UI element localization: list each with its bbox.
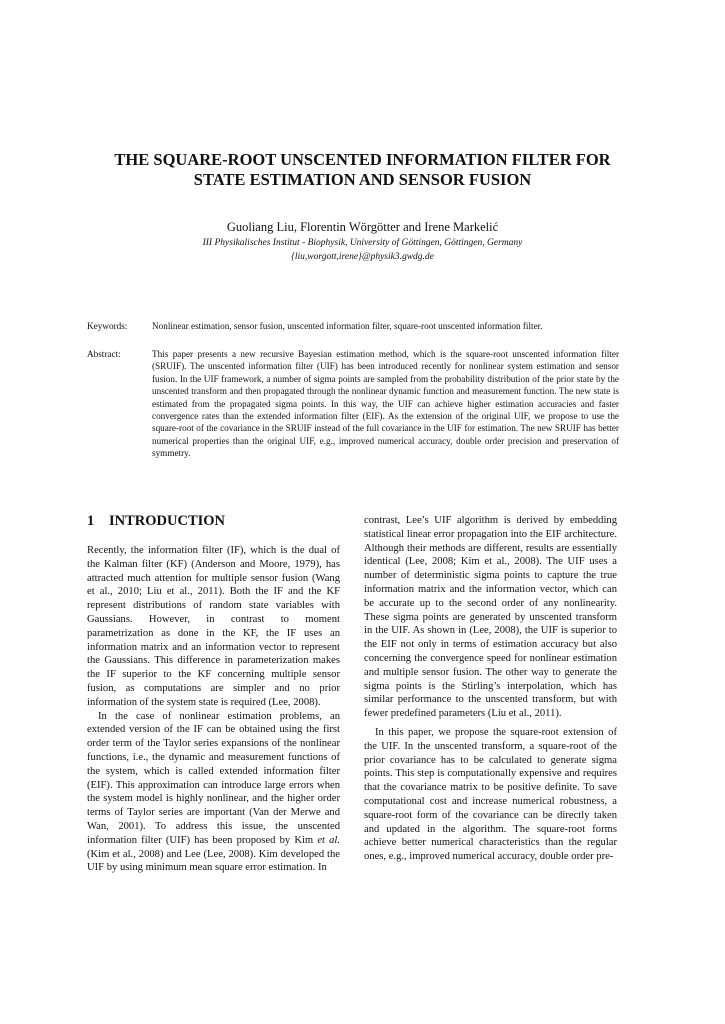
abstract-text: This paper presents a new recursive Bayesian estimation method, which is the square-root unscented information filter (SRUIF). The unscented information filter (UIF) has been introduced recently for nonlinear system estimation and sensor fusion. In the UIF framework, a number of sigma points are sampled from the probability distribution of the prior state by the unscented transform and then propagated through the nonlinear dynamic function and measurement function. The new state is estimated from the propagated sigma points. In this way, the UIF can achieve higher estimation accuracies and faster convergence rates than the extended information filter (EIF). As the extension of the original UIF, we propose to use the square-root of the covariance in the SRUIF instead of the full covariance in the UIF for estimation. The new SRUIF has better numerical properties than the original UIF, e.g., improved numerical accuracy, double order precision and preservation of symmetry. (152, 349, 619, 459)
keywords-text: Nonlinear estimation, sensor fusion, unscented information filter, square-root unscented information filter. (152, 321, 543, 331)
left-column (87, 544, 340, 875)
section-heading-introduction (87, 512, 225, 530)
intro-paragraph-3: contrast, Lee’s UIF algorithm is derived by embedding statistical linear error propagation into the EIF architecture. Although their methods are different, results are essentially identical (Lee, 2008; Kim et al., 2008). The UIF uses a number of deterministic sigma points to capture the true information matrix and the information vector, which can be accurate up to the second order of any nonlinearity. These sigma points are generated by unscented transform in the UIF. As shown in (Lee, 2008), the UIF is superior to the EIF not only in terms of estimation accuracy but also concerning the convergence speed for nonlinear estimation and multiple sensor fusion. The other way to generate the sigma points is the Stirling’s interpolation, which has similar performance to the unscented transform, but with fewer predefined parameters (Liu et al., 2011). (364, 515, 617, 720)
abstract-label: Abstract: (87, 349, 121, 359)
keywords-label: Keywords: (87, 321, 128, 331)
title-line-1: THE SQUARE-ROOT UNSCENTED INFORMATION FILTER FOR (114, 150, 611, 169)
author-list: Guoliang Liu, Florentin Wörgötter and Irene Markelić (226, 220, 499, 234)
author-emails: {liu,worgott,irene}@physik3.gwdg.de (291, 252, 434, 262)
title-line-2: STATE ESTIMATION AND SENSOR FUSION (193, 170, 532, 189)
intro-paragraph-2-text-a: In the case of nonlinear estimation problems, an extended version of the IF can be obtained using the first order term of the Taylor series expansions of the nonlinear functions, i.e., the dynamic and measurement functions of the system, which is called extended information filter (EIF). This approximation can introduce large errors when the system model is highly nonlinear, and the higher order terms of Taylor series are important (Van der Merwe and Wan, 2001). To address this issue, the unscented information filter (UIF) has been proposed by Kim (87, 710, 340, 846)
affiliation: III Physikalisches Institut - Biophysik, University of Göttingen, Göttingen, Germany (202, 238, 523, 248)
section-title: INTRODUCTION (109, 513, 226, 529)
right-column (364, 514, 617, 864)
intro-paragraph-2-text-b: (Kim et al., 2008) and Lee (Lee, 2008). Kim developed the UIF by using minimum mean square error estimation. In (87, 848, 340, 874)
intro-paragraph-2 (87, 710, 340, 876)
intro-paragraph-2-emphasis: et al. (317, 834, 340, 846)
intro-paragraph-4: In this paper, we propose the square-root extension of the UIF. In the unscented transform, a square-root of the prior covariance has to be calculated to generate sigma points. This step is computationally expensive and requires that the covariance matrix to be positive definite. To save computational cost and increase numerical robustness, a square-root form of the covariance can be directly taken and updated in the algorithm. The square-root forms achieve better numerical characteristics than the regular ones, e.g., improved numerical accuracy, double order pre- (364, 726, 617, 863)
intro-paragraph-1: Recently, the information filter (IF), which is the dual of the Kalman filter (KF) (Anderson and Moore, 1979), has attracted much attention for multiple sensor fusion (Wang et al., 2010; Liu et al., 2011). Both the IF and the KF represent distributions of random state variables with Gaussians. However, in contrast to moment parametrization as done in the KF, the IF uses an information matrix and an information vector to represent the Gaussians. This difference in parameterization makes the IF superior to the KF concerning multiple sensor fusion, as computations are simpler and no prior information of the system state is required (Lee, 2008). (87, 545, 340, 708)
section-number: 1 (87, 513, 95, 529)
abstract-body (152, 348, 619, 460)
paper-title (60, 150, 665, 190)
